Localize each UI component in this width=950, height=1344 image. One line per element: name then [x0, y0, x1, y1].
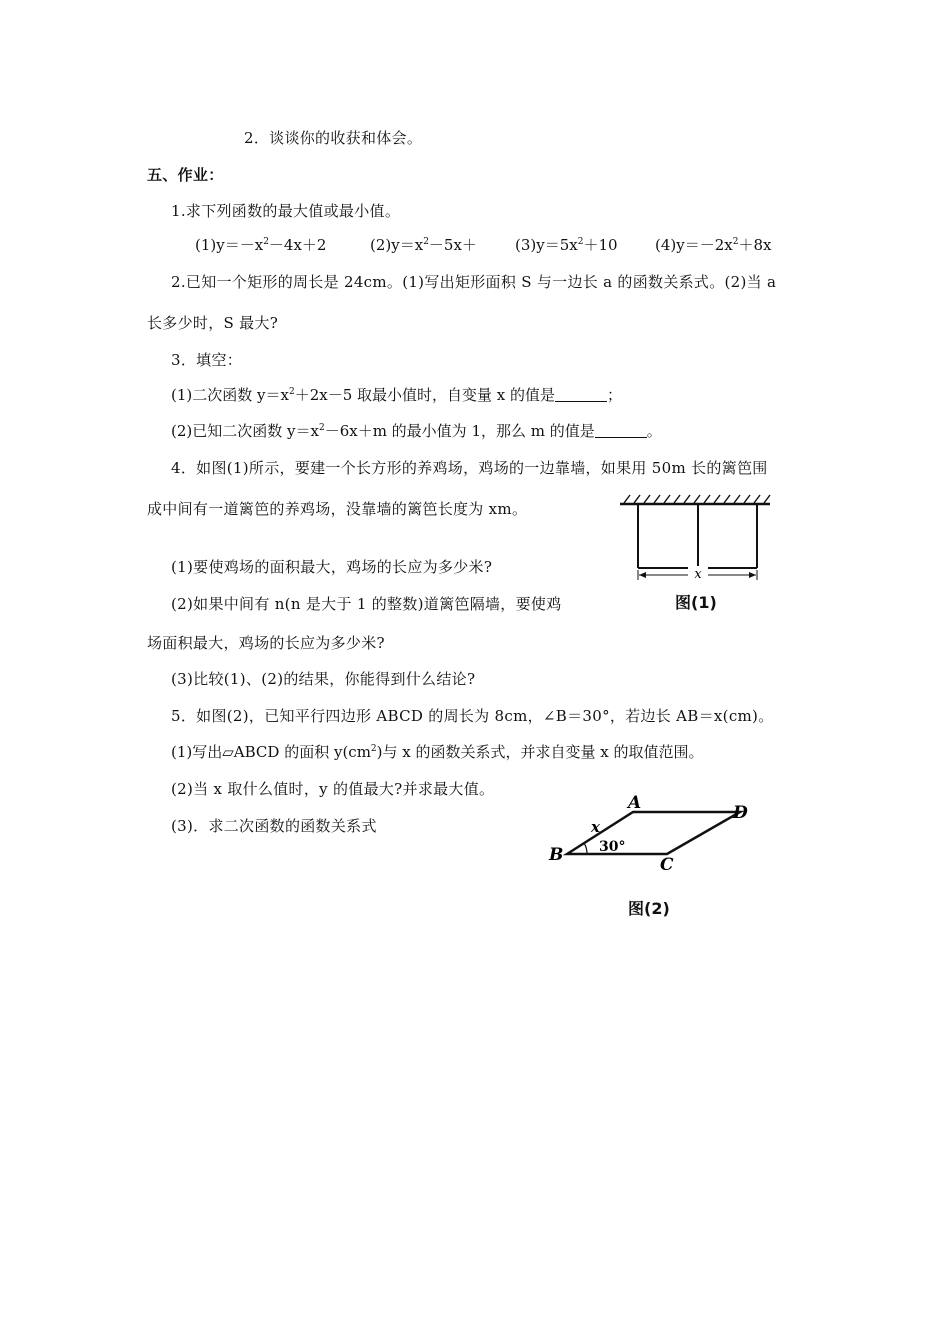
figure-1-caption: 图(1) — [675, 593, 717, 612]
answer-blank — [555, 387, 607, 402]
q1-item-4: $(4)y=-2x^2+8x$ — [655, 236, 772, 254]
q3-part-1: (1)二次函数 $y=x^2+2x-5$ 取最小值时，自变量 x 的值是 ； — [171, 386, 623, 404]
q3-stem: 3．填空： — [171, 351, 243, 369]
side-label-x: x — [591, 818, 600, 836]
vertex-label-c: C — [660, 855, 674, 872]
q5-sub-3: (3)．求二次函数的函数关系式 — [171, 817, 377, 835]
q1-stem: 1.求下列函数的最大值或最小值。 — [171, 202, 401, 220]
vertex-label-a: A — [628, 793, 642, 813]
q4-sub-1: (1)要使鸡场的面积最大，鸡场的长应为多少米? — [171, 558, 493, 576]
q1-item-3: $(3)y=5x^2+10$ — [515, 236, 618, 254]
q1-item-2: $(2)y=x^2-5x+$ — [370, 236, 477, 254]
review-item-2: 2．谈谈你的收获和体会。 — [244, 129, 423, 147]
q5-sub-2: (2)当 x 取什么值时，y 的值最大?并求最大值。 — [171, 780, 495, 798]
figure-2-caption: 图(2) — [628, 899, 670, 918]
figure-1-chicken-coop — [618, 490, 778, 585]
q4-line-2: 成中间有一道篱笆的养鸡场，没靠墙的篱笆长度为 xm。 — [147, 500, 528, 518]
q2-line-2: 长多少时，S 最大? — [147, 314, 279, 332]
vertex-label-b: B — [549, 845, 564, 865]
q4-sub-2-line-1: (2)如果中间有 n(n 是大于 1 的整数)道篱笆隔墙，要使鸡 — [171, 595, 562, 613]
q5-sub-1: (1)写出▱ABCD 的面积 $y(cm^2)$与 x 的函数关系式，并求自变量 x 的取值范围。 — [171, 743, 704, 761]
q2-line-1: 2.已知一个矩形的周长是 24cm。(1)写出矩形面积 S 与一边长 a 的函数关系式。(2)当 a — [171, 273, 777, 291]
q4-line-1: 4．如图(1)所示，要建一个长方形的养鸡场，鸡场的一边靠墙，如果用 50m 长的篱笆围 — [171, 459, 768, 477]
section5-heading: 五、作业： — [147, 166, 224, 184]
q1-item-1: $(1)y=-x^2-4x+2$ — [195, 236, 327, 254]
answer-blank — [595, 423, 647, 438]
angle-label: 30° — [599, 839, 626, 855]
figure-2-parallelogram — [545, 792, 760, 872]
q3-part-2: (2)已知二次函数 $y=x^2-6x+m$ 的最小值为 1，那么 m 的值是 。 — [171, 422, 662, 440]
vertex-label-d: D — [733, 803, 748, 823]
q4-sub-2-line-2: 场面积最大，鸡场的长应为多少米? — [147, 634, 385, 652]
q4-sub-3: (3)比较(1)、(2)的结果，你能得到什么结论? — [171, 670, 476, 688]
figure-1-x-label: x — [694, 567, 702, 582]
q5-line-1: 5．如图(2)，已知平行四边形 ABCD 的周长为 8cm，∠B＝30°，若边长 AB＝x(cm)。 — [171, 707, 774, 725]
